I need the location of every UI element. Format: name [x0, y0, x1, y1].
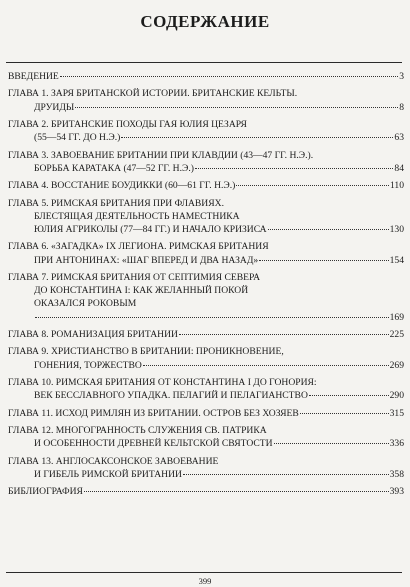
toc-entry-leader-row: [8, 101, 404, 114]
toc-entry-line: ДО КОНСТАНТИНА I: КАК ЖЕЛАННЫЙ ПОКОЙ: [34, 285, 249, 297]
page-title: СОДЕРЖАНИЕ: [140, 12, 270, 31]
dot-leader: [35, 317, 389, 318]
toc-page-number: 225: [389, 328, 404, 340]
toc-entry-leader-row: [8, 389, 404, 402]
toc-entry-line: ЮЛИЯ АГРИКОЛЫ (77—84 ГГ.) И НАЧАЛО КРИЗИСА: [34, 223, 267, 235]
dot-leader: [143, 365, 389, 366]
toc-entry[interactable]: [8, 328, 404, 341]
toc-entry-line: ГЛАВА 11. ИСХОД РИМЛЯН ИЗ БРИТАНИИ. ОСТРОВ БЕЗ ХОЗЯЕВ: [8, 407, 299, 419]
dot-leader: [259, 260, 388, 261]
toc-entry-line: БОРЬБА КАРАТАКА (47—52 ГГ. Н.Э.): [34, 162, 194, 174]
toc-page-number: 84: [394, 162, 404, 174]
toc-entry-line: ГЛАВА 6. «ЗАГАДКА» IX ЛЕГИОНА. РИМСКАЯ БРИТАНИЯ: [8, 241, 269, 253]
toc-entry[interactable]: [8, 70, 404, 83]
toc-entry-line: И ОСОБЕННОСТИ ДРЕВНЕЙ КЕЛЬТСКОЙ СВЯТОСТИ: [34, 438, 273, 450]
toc-page-number: 290: [389, 390, 404, 402]
toc-entry-line: ПРИ АНТОНИНАХ: «ШАГ ВПЕРЕД И ДВА НАЗАД»: [34, 254, 259, 266]
toc-entry-leader-row: [8, 179, 404, 192]
toc-page-number: 169: [389, 311, 404, 323]
toc-page-number: 63: [394, 132, 404, 144]
dot-leader: [236, 185, 389, 186]
toc-entry[interactable]: [8, 485, 404, 498]
toc-entry-line: ГЛАВА 9. ХРИСТИАНСТВО В БРИТАНИИ: ПРОНИКНОВЕНИЕ,: [8, 346, 284, 358]
table-of-contents: [8, 70, 404, 503]
toc-page-number: 110: [389, 180, 404, 192]
toc-entry-line: ГОНЕНИЯ, ТОРЖЕСТВО: [34, 359, 142, 371]
toc-entry[interactable]: [8, 271, 404, 324]
toc-entry-leader-row: [8, 485, 404, 498]
dot-leader: [309, 395, 389, 396]
toc-entry[interactable]: [8, 240, 404, 266]
toc-entry-line: ГЛАВА 13. АНГЛОСАКСОНСКОЕ ЗАВОЕВАНИЕ: [8, 455, 219, 467]
dot-leader: [268, 229, 389, 230]
toc-entry-line: ГЛАВА 8. РОМАНИЗАЦИЯ БРИТАНИИ: [8, 328, 178, 340]
toc-entry-line: БИБЛИОГРАФИЯ: [8, 486, 83, 498]
toc-entry-line: ГЛАВА 3. ЗАВОЕВАНИЕ БРИТАНИИ ПРИ КЛАВДИИ (43—47 ГГ. Н.Э.).: [8, 149, 314, 161]
toc-entry-line: БЛЕСТЯЩАЯ ДЕЯТЕЛЬНОСТЬ НАМЕСТНИКА: [34, 210, 240, 222]
toc-entry-leader-row: [8, 407, 404, 420]
toc-entry-line: (55—54 ГГ. ДО Н.Э.): [34, 132, 121, 144]
toc-entry[interactable]: [8, 455, 404, 481]
toc-entry-line: ОКАЗАЛСЯ РОКОВЫМ: [34, 298, 137, 310]
toc-page-number: 336: [389, 438, 404, 450]
toc-entry-leader-row: [8, 468, 404, 481]
toc-entry-leader-row: [8, 131, 404, 144]
dot-leader: [84, 491, 389, 492]
toc-entry-line: И ГИБЕЛЬ РИМСКОЙ БРИТАНИИ: [34, 468, 182, 480]
toc-entry-line: ГЛАВА 5. РИМСКАЯ БРИТАНИЯ ПРИ ФЛАВИЯХ.: [8, 197, 224, 209]
toc-page-number: 393: [389, 486, 404, 498]
toc-entry-leader-row: [8, 223, 404, 236]
toc-entry-line: ГЛАВА 2. БРИТАНСКИЕ ПОХОДЫ ГАЯ ЮЛИЯ ЦЕЗАРЯ: [8, 118, 247, 130]
dot-leader: [195, 168, 393, 169]
toc-entry[interactable]: [8, 345, 404, 371]
toc-entry-line: ВЕК БЕССЛАВНОГО УПАДКА. ПЕЛАГИЙ И ПЕЛАГИАНСТВО: [34, 390, 308, 402]
toc-entry[interactable]: [8, 407, 404, 420]
dot-leader: [60, 76, 398, 77]
toc-entry-leader-row: [8, 328, 404, 341]
toc-page-number: 269: [389, 359, 404, 371]
toc-entry[interactable]: [8, 197, 404, 237]
dot-leader: [179, 334, 389, 335]
toc-entry-leader-row: [8, 437, 404, 450]
toc-entry[interactable]: [8, 376, 404, 402]
dot-leader: [300, 413, 389, 414]
dot-leader: [274, 443, 389, 444]
toc-page-number: 3: [399, 71, 404, 82]
toc-entry-line: ГЛАВА 1. ЗАРЯ БРИТАНСКОЙ ИСТОРИИ. БРИТАНСКИЕ КЕЛЬТЫ.: [8, 88, 298, 100]
toc-entry-line: ВВЕДЕНИЕ: [8, 71, 59, 82]
toc-entry-leader-row: [8, 254, 404, 267]
toc-entry-line: ГЛАВА 4. ВОССТАНИЕ БОУДИККИ (60—61 ГГ. Н.Э.): [8, 180, 236, 192]
toc-entry[interactable]: [8, 179, 404, 192]
dot-leader: [75, 107, 398, 108]
toc-entry-line: ГЛАВА 12. МНОГОГРАННОСТЬ СЛУЖЕНИЯ СВ. ПАТРИКА: [8, 424, 267, 436]
page-number: 399: [198, 576, 212, 586]
toc-page-number: 315: [389, 407, 404, 419]
toc-entry-line: ГЛАВА 10. РИМСКАЯ БРИТАНИЯ ОТ КОНСТАНТИНА I ДО ГОНОРИЯ:: [8, 376, 317, 388]
toc-page-number: 130: [389, 223, 404, 235]
toc-entry[interactable]: [8, 424, 404, 450]
toc-entry-leader-row: [8, 70, 404, 83]
dot-leader: [121, 137, 393, 138]
toc-entry-leader-row: [8, 359, 404, 372]
toc-entry-line: ГЛАВА 7. РИМСКАЯ БРИТАНИЯ ОТ СЕПТИМИЯ СЕВЕРА: [8, 271, 261, 283]
toc-entry[interactable]: [8, 87, 404, 113]
toc-entry-leader-row: [8, 311, 404, 324]
toc-entry-line: ДРУИДЫ: [34, 101, 75, 113]
toc-entry[interactable]: [8, 149, 404, 175]
top-divider: [6, 62, 402, 63]
toc-page-number: 358: [389, 468, 404, 480]
toc-page-number: 154: [389, 254, 404, 266]
toc-page-number: 8: [399, 101, 404, 113]
bottom-divider: [6, 572, 402, 573]
dot-leader: [183, 474, 389, 475]
toc-entry-leader-row: [8, 162, 404, 175]
toc-entry[interactable]: [8, 118, 404, 144]
